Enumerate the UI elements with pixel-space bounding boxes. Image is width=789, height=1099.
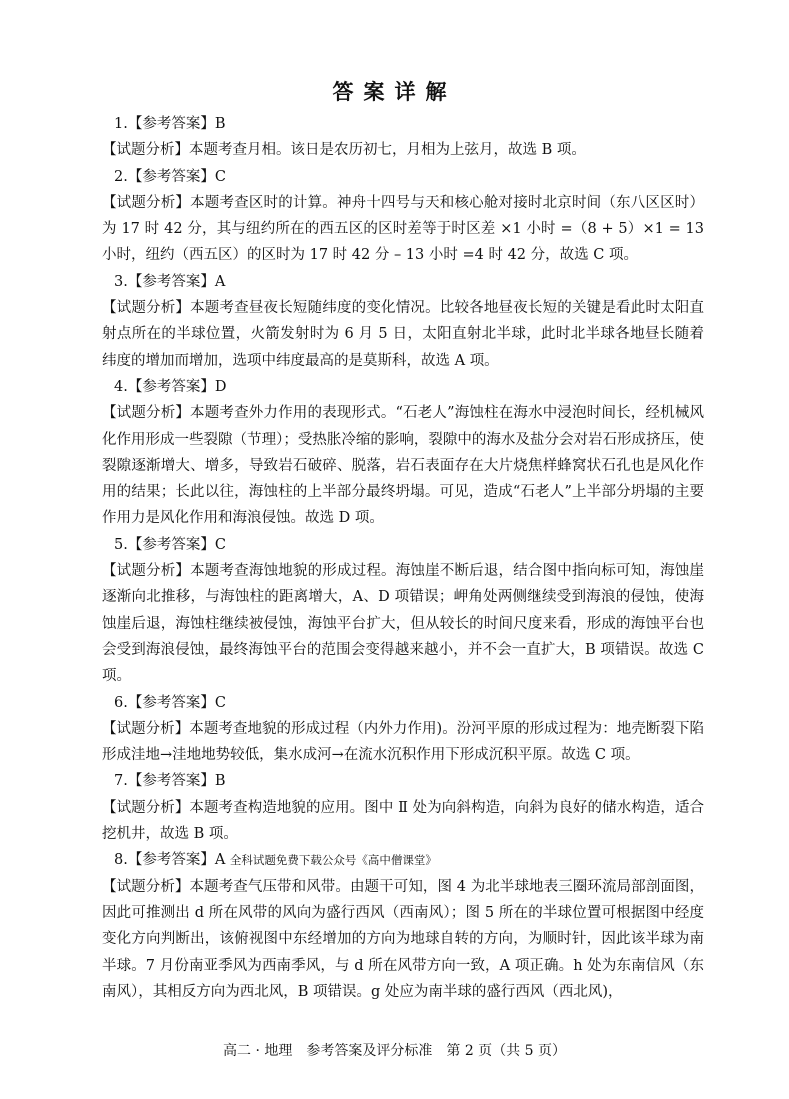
analysis-4: 【试题分析】本题考查外力作用的表现形式。“石老人”海蚀柱在海水中浸泡时间长，经机械风化作用形成一些裂隙（节理）；受热胀冷缩的影响，裂隙中的海水及盐分会对岩石形成挤压，使裂隙逐渐增大、增多，导致岩石破碎、脱落，岩石表面存在大片烧焦样蜂窝状石孔也是风化作用的结果；长此以往，海蚀柱的上半部分最终坍塌。可见，造成“石老人”上半部分坍塌的主要作用力是风化作用和海浪侵蚀。故选 D 项。	[102, 405, 704, 527]
answer-7: 7.【参考答案】B	[114, 773, 226, 790]
promo-note: 全科试题免费下载公众号《高中僧课堂》	[229, 853, 437, 868]
analysis-3: 【试题分析】本题考查昼夜长短随纬度的变化情况。比较各地昼夜长短的关键是看此时太阳直射点所在的半球位置，火箭发射时为 6 月 5 日，太阳直射北半球，此时北半球各地昼长随着纬度的增加而增加，选项中纬度最高的是莫斯科，故选 A 项。	[102, 300, 704, 369]
answer-5: 5.【参考答案】C	[114, 536, 226, 553]
answer-1: 1.【参考答案】B	[114, 116, 226, 132]
page-footer: 高二 · 地理 参考答案及评分标准 第 2 页（共 5 页）	[223, 1043, 566, 1059]
answer-6: 6.【参考答案】C	[114, 694, 226, 711]
answer-list	[102, 111, 704, 1005]
page-title: 答案详解	[332, 80, 457, 104]
answer-8-label: 8.【参考答案】A	[114, 852, 226, 869]
answer-3: 3.【参考答案】A	[114, 273, 226, 290]
analysis-8: 【试题分析】本题考查气压带和风带。由题干可知，图 4 为北半球地表三圈环流局部剖面图，因此可推测出 d 所在风带的风向为盛行西风（西南风）；图 5 所在的半球位置可根据图中经度变化方向判断出，该俯视图中东经增加的方向为地球自转的方向，为顺时针，因此该半球为南半球。7 月份南亚季风为西南季风，与 d 所在风带方向一致，A 项正确。h 处为东南信风（东南风），其相反方向为西北风，B 项错误。g 处应为南半球的盛行西风（西北风)，	[102, 878, 704, 1000]
analysis-5: 【试题分析】本题考查海蚀地貌的形成过程。海蚀崖不断后退，结合图中指向标可知，海蚀崖逐渐向北推移，与海蚀柱的距离增大，A、D 项错误；岬角处两侧继续受到海浪的侵蚀，使海蚀崖后退，海蚀柱继续被侵蚀，海蚀平台扩大，但从较长的时间尺度来看，形成的海蚀平台也会受到海浪侵蚀，最终海蚀平台的范围会变得越来越小，并不会一直扩大，B 项错误。故选 C 项。	[102, 563, 704, 685]
analysis-1: 【试题分析】本题考查月相。该日是农历初七，月相为上弦月，故选 B 项。	[102, 142, 586, 159]
analysis-7: 【试题分析】本题考查构造地貌的应用。图中 Ⅱ 处为向斜构造，向斜为良好的储水构造，适合挖机井，故选 B 项。	[102, 799, 704, 843]
analysis-2: 【试题分析】本题考查区时的计算。神舟十四号与天和核心舱对接时北京时间（东八区区时）为 17 时 42 分，其与纽约所在的西五区的区时差等于时区差 ×1 小时 =（8 + 5）×1 = 13 小时，纽约（西五区）的区时为 17 时 42 分 – 13 小时 =4 时 42 分，故选 C 项。	[102, 194, 704, 264]
analysis-6: 【试题分析】本题考查地貌的形成过程（内外力作用)。汾河平原的形成过程为：地壳断裂下陷形成洼地→洼地地势较低，集水成河→在流水沉积作用下形成沉积平原。故选 C 项。	[102, 720, 704, 764]
answer-8	[108, 847, 704, 873]
answer-4: 4.【参考答案】D	[114, 378, 227, 395]
answer-2: 2.【参考答案】C	[114, 168, 226, 185]
